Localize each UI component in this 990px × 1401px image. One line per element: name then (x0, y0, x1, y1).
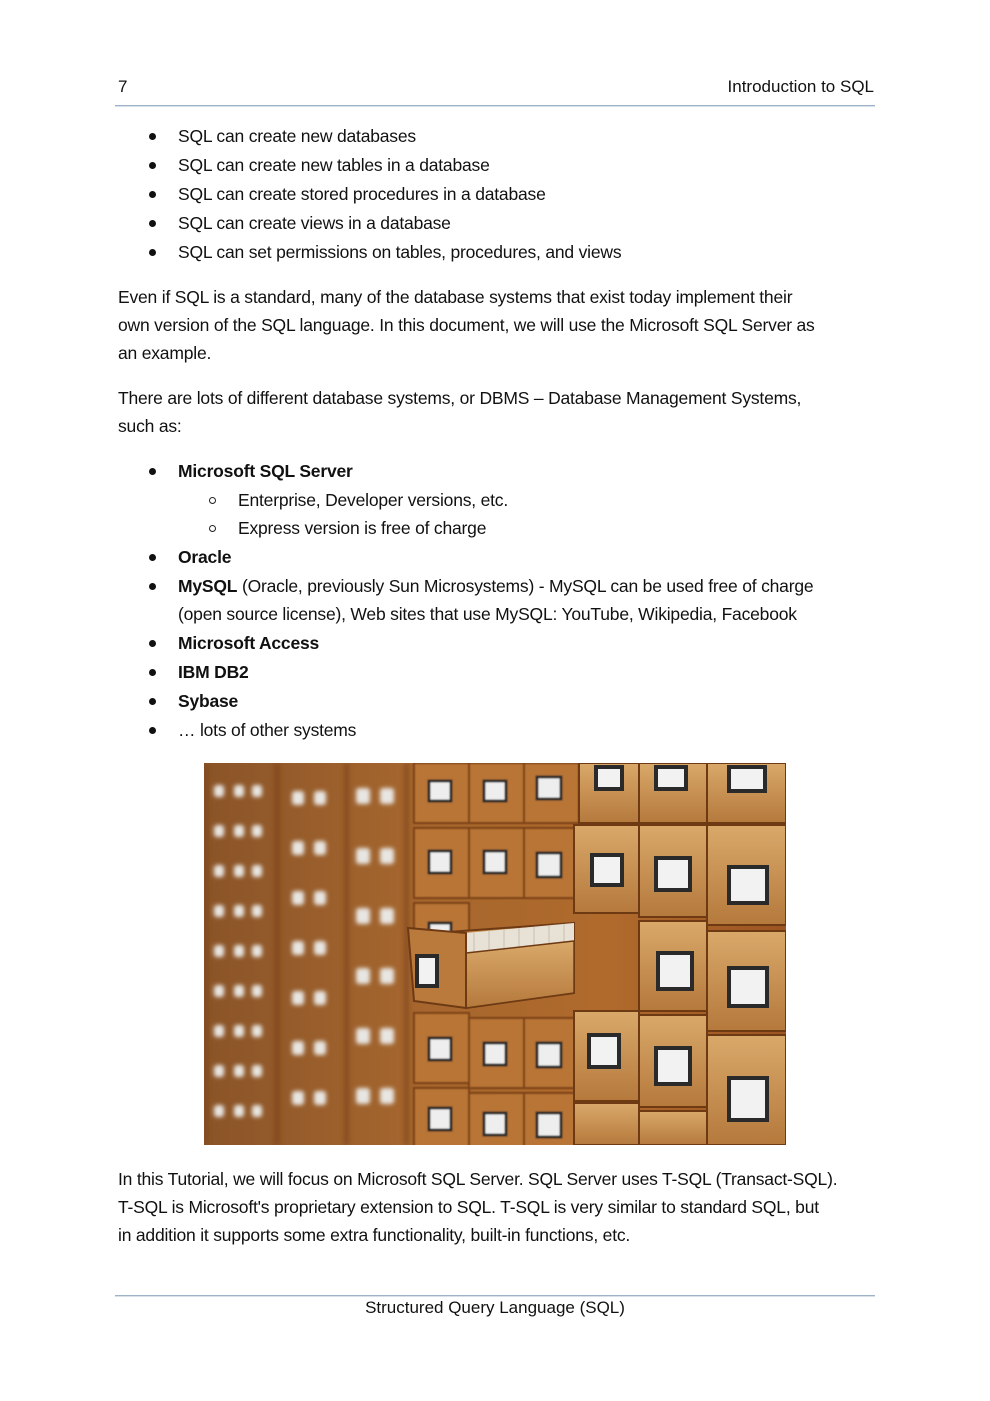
list-item-text (178, 629, 319, 657)
running-title: Introduction to SQL (727, 77, 874, 96)
list-item-text: SQL can create views in a database (178, 213, 451, 233)
list-item-text (178, 543, 231, 571)
list-item-sybase (0, 687, 990, 716)
list-item (0, 238, 990, 267)
paragraph-dbms-intro (118, 384, 878, 440)
list-item-text: … lots of other systems (178, 720, 357, 740)
footer-rule (115, 1295, 875, 1297)
list-item-oracle (0, 543, 990, 572)
dbms-description: (Oracle, previously Sun Microsystems) - MySQL can be used free of charge (237, 576, 814, 596)
list-item (0, 122, 990, 151)
paragraph-line: in addition it supports some extra functionality, built-in functions, etc. (118, 1225, 631, 1245)
sub-list-item (0, 514, 990, 543)
page-header (118, 77, 874, 101)
card-catalog-drawers-icon (204, 763, 786, 1145)
header-rule (115, 105, 875, 107)
list-item-text (178, 457, 353, 485)
bullet-icon (149, 191, 156, 198)
bullet-icon (149, 162, 156, 169)
paragraph-line: In this Tutorial, we will focus on Microsoft SQL Server. SQL Server uses T-SQL (Transact-SQL). (118, 1169, 838, 1189)
list-item-text: (open source license), Web sites that use MySQL: YouTube, Wikipedia, Facebook (178, 604, 797, 624)
bullet-icon (149, 698, 156, 705)
bullet-icon (149, 133, 156, 140)
sub-list-item (0, 486, 990, 515)
list-item-text (178, 572, 813, 600)
bullet-icon (149, 669, 156, 676)
list-item-mysql-continuation (0, 600, 990, 629)
list-item-others (0, 716, 990, 745)
list-item-text: SQL can create new tables in a database (178, 155, 490, 175)
list-item-access (0, 629, 990, 658)
dbms-name: MySQL (178, 576, 238, 596)
list-item-text (178, 658, 249, 686)
dbms-name: Oracle (178, 547, 232, 567)
paragraph-line: own version of the SQL language. In this document, we will use the Microsoft SQL Server as (118, 315, 815, 335)
bullet-icon (149, 468, 156, 475)
dbms-name: IBM DB2 (178, 662, 249, 682)
list-item-text: SQL can create stored procedures in a database (178, 184, 546, 204)
paragraph-tsql (118, 1165, 878, 1249)
list-item-mysql (0, 572, 990, 601)
paragraph-sql-versions (118, 283, 878, 367)
list-item (0, 151, 990, 180)
hollow-bullet-icon (209, 497, 216, 504)
bullet-icon (149, 220, 156, 227)
bullet-icon (149, 727, 156, 734)
dbms-name: Sybase (178, 691, 239, 711)
sub-list-item-text: Express version is free of charge (238, 518, 487, 538)
list-item-text: SQL can set permissions on tables, procedures, and views (178, 242, 622, 262)
bullet-icon (149, 640, 156, 647)
list-item-mssql (0, 457, 990, 486)
dbms-name: Microsoft SQL Server (178, 461, 353, 481)
card-catalog-photo (204, 763, 786, 1145)
bullet-icon (149, 583, 156, 590)
page-number: 7 (118, 77, 128, 96)
list-item (0, 180, 990, 209)
list-item (0, 209, 990, 238)
list-item-db2 (0, 658, 990, 687)
hollow-bullet-icon (209, 525, 216, 532)
sub-list-item-text: Enterprise, Developer versions, etc. (238, 490, 509, 510)
list-item-text: SQL can create new databases (178, 126, 416, 146)
paragraph-line: There are lots of different database systems, or DBMS – Database Management Systems, (118, 388, 802, 408)
page-footer: Structured Query Language (SQL) (365, 1298, 625, 1317)
paragraph-line: T-SQL is Microsoft's proprietary extension to SQL. T-SQL is very similar to standard SQL, but (118, 1197, 819, 1217)
bullet-icon (149, 249, 156, 256)
paragraph-line: Even if SQL is a standard, many of the database systems that exist today implement their (118, 287, 793, 307)
dbms-name: Microsoft Access (178, 633, 320, 653)
paragraph-line: an example. (118, 343, 212, 363)
list-item-text (178, 687, 238, 715)
paragraph-line: such as: (118, 416, 182, 436)
bullet-icon (149, 554, 156, 561)
